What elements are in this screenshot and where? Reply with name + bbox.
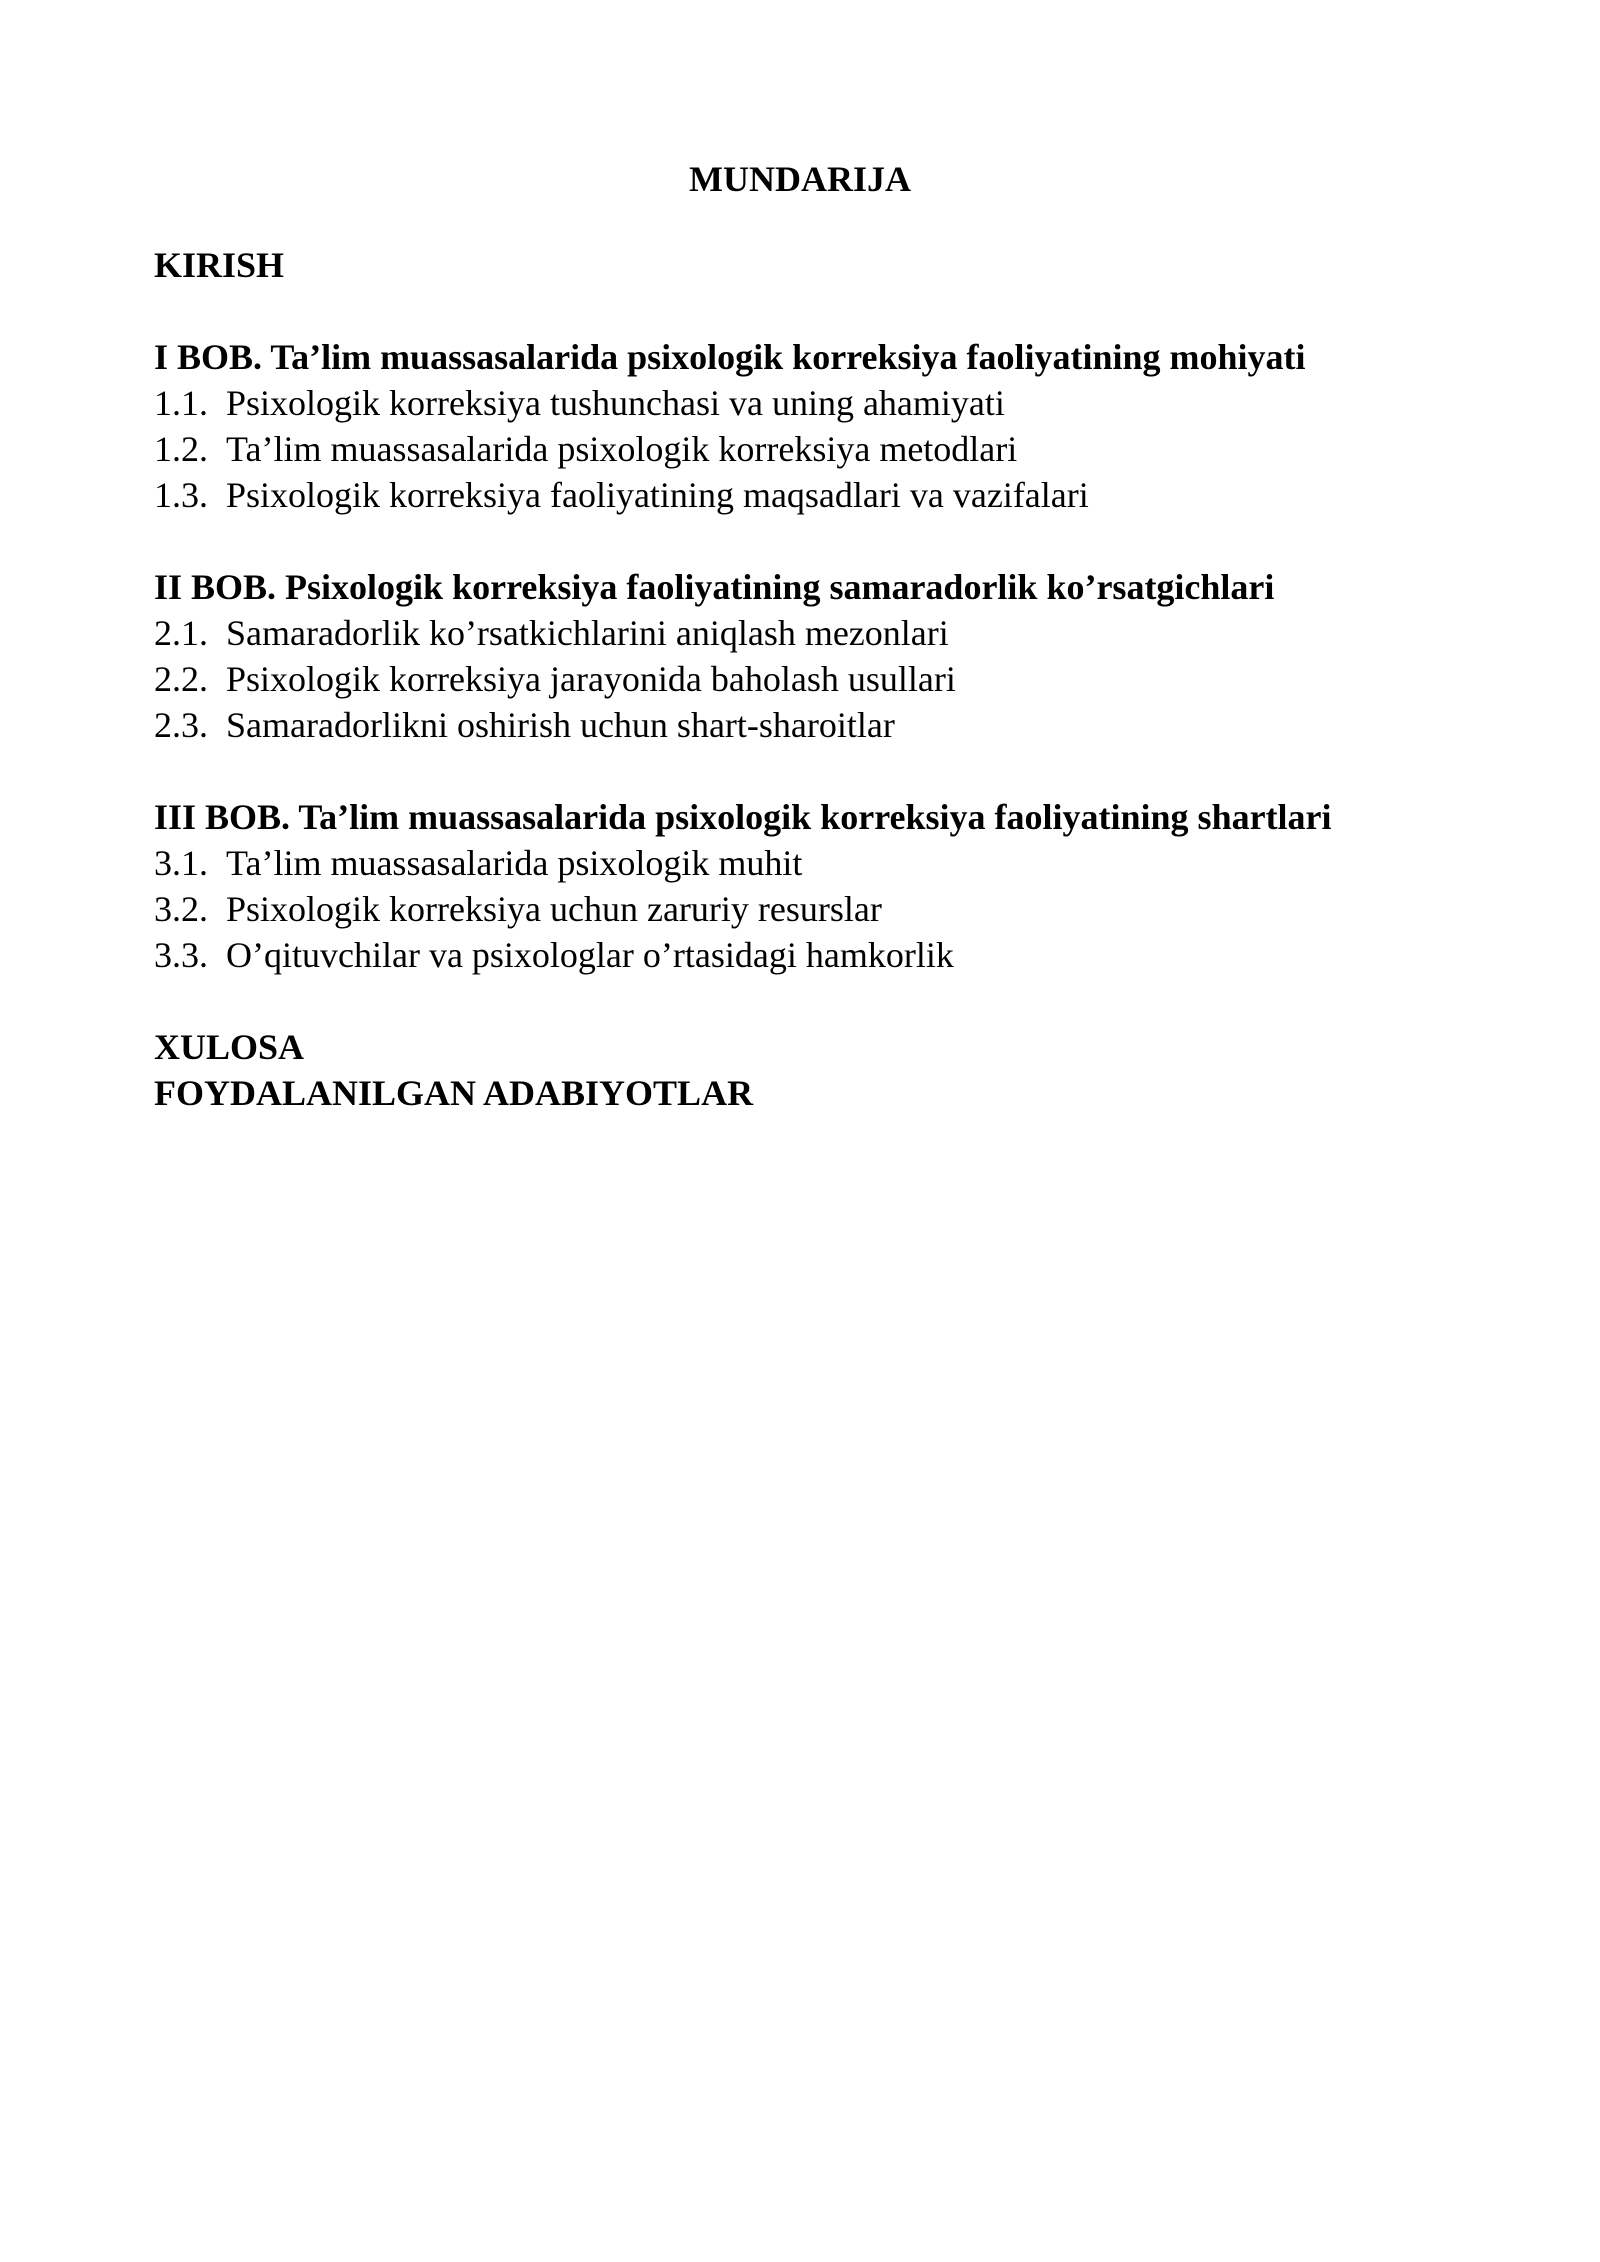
spacer [154,978,1474,1024]
toc-references: FOYDALANILGAN ADABIYOTLAR [154,1073,754,1113]
toc-item-number: 3.3. [154,935,208,975]
toc-item [154,472,1474,518]
toc-item [154,610,1474,656]
toc-item-number: 1.2. [154,429,208,469]
toc-item-text: Psixologik korreksiya jarayonida baholash usullari [226,659,956,699]
toc-item-number: 3.2. [154,889,208,929]
chapter-heading: II BOB. Psixologik korreksiya faoliyatining samaradorlik ko’rsatgichlari [154,567,1275,607]
toc-conclusion: XULOSA [154,1027,305,1067]
toc-item-text: Samaradorlikni oshirish uchun shart-sharoitlar [226,705,895,745]
toc-item-text: Ta’lim muassasalarida psixologik korreksiya metodlari [226,429,1018,469]
toc-intro: KIRISH [154,245,285,285]
toc-item [154,656,1474,702]
toc-chapter-3 [154,794,1474,978]
toc-item-number: 2.2. [154,659,208,699]
toc-item-text: O’qituvchilar va psixologlar o’rtasidagi hamkorlik [226,935,954,975]
toc-item-text: Psixologik korreksiya uchun zaruriy resurslar [226,889,882,929]
toc-item-text: Psixologik korreksiya faoliyatining maqsadlari va vazifalari [226,475,1089,515]
toc-item-number: 1.3. [154,475,208,515]
toc-item [154,932,1474,978]
toc-chapter-2 [154,564,1474,748]
toc-item [154,426,1474,472]
spacer [154,288,1474,334]
spacer [154,518,1474,564]
toc-item [154,380,1474,426]
toc-chapter-1 [154,334,1474,518]
chapter-heading: III BOB. Ta’lim muassasalarida psixologik korreksiya faoliyatining shartlari [154,797,1332,837]
spacer [154,748,1474,794]
toc-item-text: Samaradorlik ko’rsatkichlarini aniqlash mezonlari [226,613,949,653]
toc-item-number: 2.3. [154,705,208,745]
toc-item [154,886,1474,932]
toc-item-number: 2.1. [154,613,208,653]
table-of-contents [154,242,1474,1116]
toc-item-text: Psixologik korreksiya tushunchasi va uning ahamiyati [226,383,1005,423]
toc-item-number: 3.1. [154,843,208,883]
toc-item [154,840,1474,886]
page-title: MUNDARIJA [689,159,911,199]
toc-item-text: Ta’lim muassasalarida psixologik muhit [226,843,803,883]
chapter-heading: I BOB. Ta’lim muassasalarida psixologik korreksiya faoliyatining mohiyati [154,337,1306,377]
toc-item [154,702,1474,748]
toc-item-number: 1.1. [154,383,208,423]
